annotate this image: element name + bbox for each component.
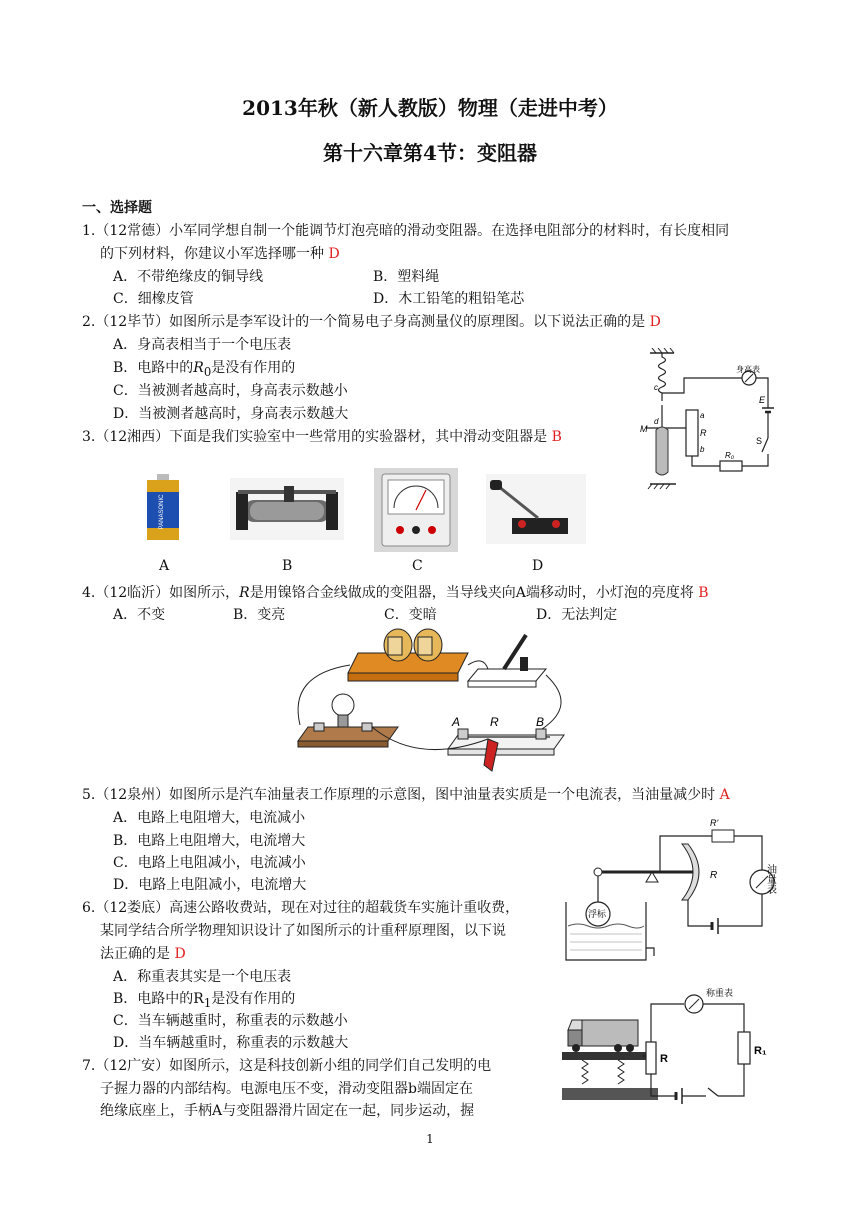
q1-stem-line1: 1.（12常德）小军同学想自制一个能调节灯泡亮暗的滑动变阻器。在选择电阻部分的材料时，有长度相同 [82,223,730,239]
svg-text:R': R' [710,818,719,828]
lamp-rheostat-circuit-figure [288,625,578,780]
svg-text:b: b [700,445,705,454]
svg-text:称重表: 称重表 [706,988,734,998]
q1-stem-line2: 的下列材料，你建议小军选择哪一种 D [100,246,340,262]
q1-option-a: A．不带绝缘皮的铜导线 [113,269,264,285]
q4-stem: 4.（12临沂）如图所示，R是用镍铬合金线做成的变阻器，当导线夹向A端移动时，小灯泡的亮度将 B [82,585,709,601]
q4-option-a: A．不变 [113,607,166,623]
q3-label-a: A [159,558,170,574]
svg-text:A: A [452,715,461,729]
q6-stem-line2: 某同学结合所学物理知识设计了如图所示的计重秤原理图，以下说 [100,923,506,939]
svg-text:R: R [700,428,707,438]
q6-stem-line3: 法正确的是 D [100,946,186,962]
q2-option-d: D．当被测者越高时，身高表示数越大 [113,406,349,422]
q5-answer: A [719,787,730,803]
q7-stem-line2: 子握力器的内部结构。电源电压不变，滑动变阻器b端固定在 [100,1081,473,1097]
svg-text:R₀: R₀ [725,451,735,460]
q6-answer: D [174,946,186,962]
svg-text:PANASONIC: PANASONIC [159,494,165,530]
sliding-rheostat-image [230,478,344,540]
q4-answer: B [698,585,709,601]
svg-text:浮标: 浮标 [588,909,607,919]
svg-text:S: S [756,436,763,446]
battery-image [143,472,183,542]
svg-text:R₁: R₁ [754,1045,767,1057]
q2-answer: D [649,314,661,330]
svg-text:R: R [660,1053,668,1065]
q5-stem: 5.（12泉州）如图所示是汽车油量表工作原理的示意图，图中油量表实质是一个电流表，当油量减少时 A [82,787,730,803]
q6-stem-line1: 6.（12娄底）高速公路收费站，现在对过往的超载货车实施计重收费， [82,900,520,916]
knife-switch-image [486,474,586,544]
q1-answer: D [328,246,340,262]
q5-option-d: D．电路上电阻减小，电流增大 [113,877,307,893]
q3-label-b: B [282,558,293,574]
section-heading: 一、选择题 [82,200,152,216]
q4-option-b: B．变亮 [233,607,286,623]
q6-option-b: B．电路中的$R_1$是没有作用的 [113,991,296,1010]
q1-option-d: D．木工铅笔的粗铅笔芯 [373,291,525,307]
q2-option-c: C．当被测者越高时，身高表示数越小 [113,383,348,399]
q4-option-c: C．变暗 [384,607,437,623]
height-meter-circuit-figure [632,348,782,490]
q7-stem-line3: 绝缘底座上，手柄A与变阻器滑片固定在一起，同步运动，握 [100,1103,475,1119]
svg-text:R: R [710,870,718,881]
q3-label-d: D [532,558,544,574]
svg-text:d: d [654,417,659,426]
q2-option-b: B．电路中的$R_0$是没有作用的 [113,360,296,379]
fuel-gauge-circuit-figure [562,816,784,970]
q3-label-c: C [412,558,423,574]
svg-text:c: c [654,383,658,392]
q2-stem: 2.（12毕节）如图所示是李军设计的一个简易电子身高测量仪的原理图。以下说法正确的是 D [82,314,661,330]
meter-image [374,468,458,552]
q6-option-a: A．称重表其实是一个电压表 [113,969,292,985]
q1-option-c: C．细橡皮管 [113,291,194,307]
page-number: 1 [426,1132,434,1146]
svg-text:B: B [536,715,545,729]
q3-stem: 3.（12湘西）下面是我们实验室中一些常用的实验器材，其中滑动变阻器是 B [82,429,562,445]
q2-option-a: A．身高表相当于一个电压表 [113,337,292,353]
q5-option-a: A．电路上电阻增大，电流减小 [113,810,306,826]
q6-option-d: D．当车辆越重时，称重表的示数越大 [113,1035,349,1051]
q1-option-b: B．塑料绳 [373,269,440,285]
svg-text:a: a [700,411,705,420]
svg-text:身高表: 身高表 [736,365,760,374]
document-title: 2013年秋（新人教版）物理（走进中考） [242,96,618,120]
svg-text:R: R [490,715,499,729]
q6-option-c: C．当车辆越重时，称重表的示数越小 [113,1013,348,1029]
q5-option-b: B．电路上电阻增大，电流增大 [113,833,306,849]
svg-text:E: E [759,395,766,405]
q4-option-d: D．无法判定 [536,607,618,623]
document-subtitle: 第十六章第4节：变阻器 [323,141,537,165]
svg-text:M: M [640,424,648,434]
truck-scale-circuit-figure [558,984,780,1106]
q5-option-c: C．电路上电阻减小，电流减小 [113,855,306,871]
q3-answer: B [551,429,562,445]
q7-stem-line1: 7.（12广安）如图所示，这是科技创新小组的同学们自己发明的电 [82,1058,492,1074]
svg-text:油量表: 油量表 [764,864,776,894]
